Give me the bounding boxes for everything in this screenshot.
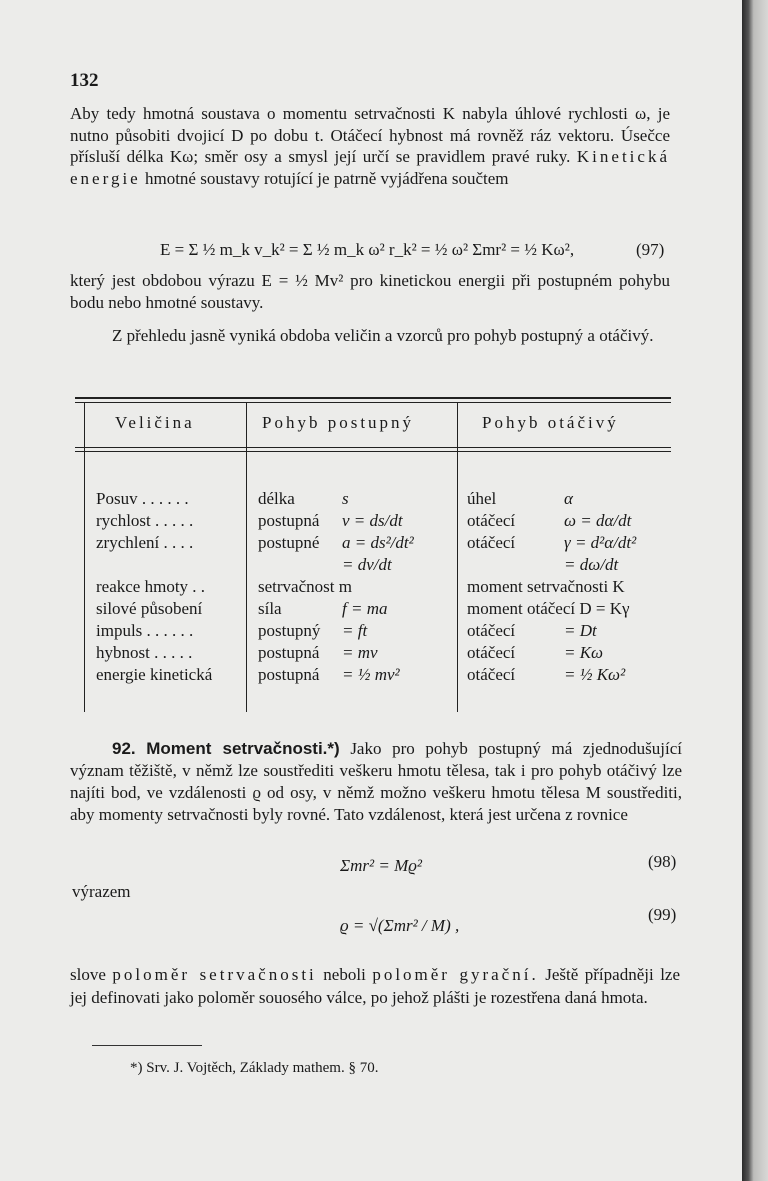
table-cell: otáčecí xyxy=(467,511,516,530)
term-radius-gyration: poloměr gyrační. xyxy=(372,965,539,984)
footnote-rule xyxy=(92,1045,202,1046)
table-cell: impuls . . . . . . xyxy=(96,621,194,640)
table-cell: hybnost . . . . . xyxy=(96,643,193,662)
equation-99-number: (99) xyxy=(648,905,677,924)
table-cell: postupné xyxy=(258,533,320,552)
intro-spaced: Kinetická energie xyxy=(70,147,670,188)
table-column-translational-name xyxy=(258,488,352,686)
table-cell: setrvačnost m xyxy=(258,577,352,596)
section-title: Moment setrvačnosti.*) xyxy=(146,739,340,758)
table-cell: síla xyxy=(258,599,282,618)
table-cell: délka xyxy=(258,489,295,508)
final-b: neboli xyxy=(323,965,366,984)
table-column-translational-formula xyxy=(342,488,414,686)
table-cell: reakce hmoty . . xyxy=(96,577,206,596)
table-cell: postupná xyxy=(258,665,320,684)
table-cell: Posuv . . . . . . xyxy=(96,489,189,508)
page-number: 132 xyxy=(70,70,99,91)
final-paragraph xyxy=(70,963,680,1009)
intro-text: Aby tedy hmotná soustava o momentu setrvačnosti K nabyla úhlové rychlosti ω, je nutno působiti dvojicí D po dobu t. Otáčecí hybnost má rovněž ráz vektoru. Úsečce přísluší délka Kω; směr osy a smysl její určí se pravidlem pravé ruky. xyxy=(70,104,670,166)
table-cell: = Dt xyxy=(564,621,597,640)
table-cell xyxy=(564,576,636,598)
equation-98-number: (98) xyxy=(648,852,677,871)
table-rule xyxy=(75,447,671,448)
equation-99: ϱ = √(Σmr² / M) , xyxy=(340,916,460,935)
table-cell: energie kinetická xyxy=(96,665,213,684)
table-rule xyxy=(75,402,671,403)
table-cell: postupná xyxy=(258,643,320,662)
table-cell: ω = dα/dt xyxy=(564,511,632,530)
table-cell: postupná xyxy=(258,511,320,530)
table-cell: = ½ Kω² xyxy=(564,665,626,684)
table-cell xyxy=(342,576,414,598)
table-cell: otáčecí xyxy=(467,665,516,684)
comparison-paragraph: Z přehledu jasně vyniká obdoba veličin a vzorců pro pohyb postupný a otáčivý. xyxy=(112,326,654,345)
table-rule xyxy=(75,397,671,399)
table-cell xyxy=(258,554,352,576)
table-cell: = Kω xyxy=(564,643,604,662)
table-cell: γ = d²α/dt² xyxy=(564,533,637,552)
table-rule xyxy=(84,402,85,712)
final-a: slove xyxy=(70,965,106,984)
table-column-rotational-formula xyxy=(564,488,636,686)
table-cell: α xyxy=(564,489,573,508)
table-cell xyxy=(564,598,636,620)
footnote: *) Srv. J. Vojtěch, Základy mathem. § 70. xyxy=(130,1060,379,1076)
intro-paragraph xyxy=(70,103,670,189)
table-cell: s xyxy=(342,489,349,508)
table-cell: a = ds²/dt² xyxy=(342,533,414,552)
equation-97: E = Σ ½ m_k v_k² = Σ ½ m_k ω² r_k² = ½ ω² Σmr² = ½ Kω², xyxy=(160,240,575,259)
table-cell: otáčecí xyxy=(467,643,516,662)
table-cell: postupný xyxy=(258,621,321,640)
table-cell: = ½ mv² xyxy=(342,665,400,684)
table-rule xyxy=(75,451,671,452)
table-rule xyxy=(457,402,458,712)
table-cell: úhel xyxy=(467,489,497,508)
table-cell: v = ds/dt xyxy=(342,511,403,530)
intro-tail: hmotné soustavy rotující je patrně vyjádřena součtem xyxy=(144,168,509,188)
table-cell: zrychlení . . . . xyxy=(96,533,194,552)
table-cell: rychlost . . . . . xyxy=(96,511,194,530)
table-cell: f = ma xyxy=(342,599,388,618)
table-cell: silové působení xyxy=(96,599,203,618)
table-cell: moment setrvačnosti K xyxy=(467,577,625,596)
table-cell xyxy=(96,554,212,576)
table-rule xyxy=(246,402,247,712)
section-number: 92. xyxy=(112,739,136,758)
header-velicina: Veličina xyxy=(115,413,195,432)
section-text: Jako pro pohyb postupný má zjednodušující význam těžiště, v němž lze soustřediti veškeru hmotu tělesa, tak i pro pohyb otáčivý lze najíti bod, ve vzdálenosti ϱ od osy, v němž možno veškeru hmotu tělesa M soustřediti, aby momenty setrvačnosti byly rovné. Tato vzdálenost, která jest určena z rovnice xyxy=(70,739,683,824)
section-92 xyxy=(70,738,682,826)
table-cell: = dv/dt xyxy=(342,555,392,574)
book-binding-edge xyxy=(742,0,768,1181)
table-cell: otáčecí xyxy=(467,621,516,640)
table-cell: = dω/dt xyxy=(564,555,619,574)
final-c: Ještě případněji lze jej definovati jako poloměr souosého válce, po jehož plášti je rozestřena daná hmota. xyxy=(70,965,681,1007)
table-cell: otáčecí xyxy=(467,533,516,552)
equation-97-number: (97) xyxy=(636,240,665,259)
term-radius-inertia: poloměr setrvačnosti xyxy=(112,965,317,984)
header-otacivy: Pohyb otáčivý xyxy=(482,413,619,432)
table-column-quantity xyxy=(96,488,212,686)
table-cell: = mv xyxy=(342,643,378,662)
table-cell: = ft xyxy=(342,621,368,640)
header-postupny: Pohyb postupný xyxy=(262,413,415,432)
table-cell: moment otáčecí D = Kγ xyxy=(467,599,630,618)
equation-98: Σmr² = Mϱ² xyxy=(340,856,422,875)
after-97-paragraph: který jest obdobou výrazu E = ½ Mv² pro kinetickou energii při postupném pohybu bodu nebo hmotné soustavy. xyxy=(70,271,670,312)
vyrazem-label: výrazem xyxy=(72,882,131,901)
